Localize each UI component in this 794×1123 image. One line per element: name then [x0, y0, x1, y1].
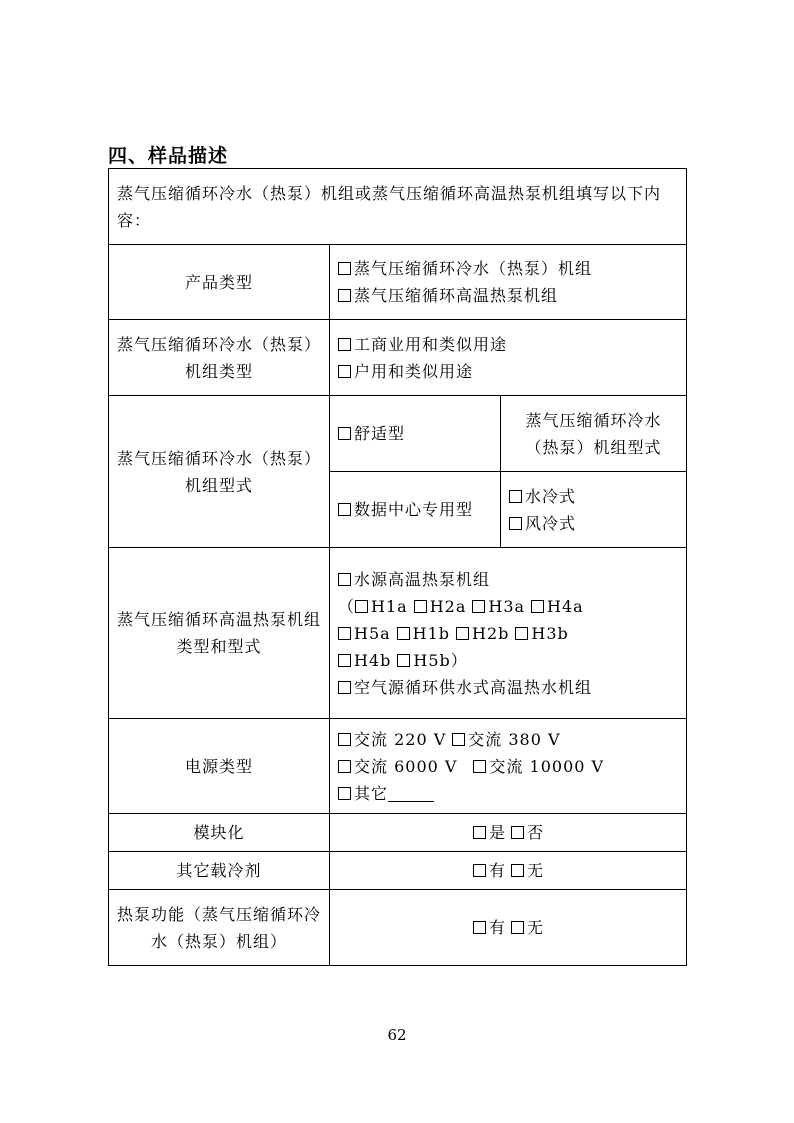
checkbox[interactable] — [473, 760, 486, 773]
modular-no[interactable]: 否 — [511, 823, 543, 842]
hightemp-row — [109, 548, 687, 719]
heatpump-no[interactable]: 无 — [511, 918, 543, 937]
code-option[interactable]: H4b — [338, 651, 391, 670]
hightemp-codes-row-1: （ H1a H2a H3a H4a — [338, 596, 584, 616]
power-option-10000[interactable]: 交流 10000 V — [473, 757, 604, 776]
chiller-category-option-commercial[interactable]: 工商业用和类似用途 — [338, 331, 678, 358]
power-other[interactable]: 其它 — [338, 780, 678, 807]
chiller-category-option-household[interactable]: 户用和类似用途 — [338, 358, 678, 385]
hightemp-water-source[interactable]: 水源高温热泵机组 — [338, 566, 678, 593]
checkbox[interactable] — [338, 733, 351, 746]
checkbox[interactable] — [473, 921, 486, 934]
checkbox[interactable] — [511, 826, 524, 839]
checkbox[interactable] — [473, 864, 486, 877]
checkbox[interactable] — [472, 600, 485, 613]
page-number: 62 — [387, 1026, 407, 1044]
power-row-1 — [338, 726, 678, 753]
power-option-220[interactable]: 交流 220 V — [338, 730, 446, 749]
checkbox[interactable] — [338, 262, 351, 275]
product-type-option-hightemp[interactable]: 蒸气压缩循环高温热泵机组 — [338, 282, 678, 309]
checkbox[interactable] — [338, 681, 351, 694]
chiller-form-option-comfort[interactable]: 舒适型 — [338, 420, 492, 447]
code-option[interactable]: H2b — [456, 624, 509, 643]
checkbox[interactable] — [338, 289, 351, 302]
checkbox[interactable] — [515, 627, 528, 640]
checkbox[interactable] — [511, 921, 524, 934]
checkbox[interactable] — [414, 600, 427, 613]
chiller-category-label: 蒸气压缩循环冷水（热泵）机组类型 — [109, 320, 330, 396]
other-secondary-label: 其它载冷剂 — [109, 852, 330, 890]
chiller-form-label: 蒸气压缩循环冷水（热泵）机组型式 — [109, 396, 330, 548]
checkbox[interactable] — [338, 627, 351, 640]
power-row — [109, 719, 687, 814]
checkbox[interactable] — [338, 503, 351, 516]
power-option-6000[interactable]: 交流 6000 V — [338, 757, 457, 776]
checkbox[interactable] — [338, 787, 351, 800]
other-blank-field[interactable] — [388, 785, 434, 802]
checkbox[interactable] — [338, 654, 351, 667]
modular-yes[interactable]: 是 — [473, 823, 505, 842]
product-type-option-chiller[interactable]: 蒸气压缩循环冷水（热泵）机组 — [338, 255, 678, 282]
checkbox[interactable] — [456, 627, 469, 640]
checkbox[interactable] — [473, 826, 486, 839]
code-option[interactable]: H4a — [531, 597, 584, 616]
cooling-option-air[interactable]: 风冷式 — [509, 510, 678, 537]
code-option[interactable]: H5b — [397, 651, 450, 670]
checkbox[interactable] — [452, 733, 465, 746]
chiller-form-header: 蒸气压缩循环冷水（热泵）机组型式 — [501, 396, 687, 472]
code-option[interactable]: H1b — [397, 624, 450, 643]
section-title: 四、样品描述 — [108, 145, 229, 167]
hightemp-label: 蒸气压缩循环高温热泵机组类型和型式 — [109, 548, 330, 719]
cooling-option-water[interactable]: 水冷式 — [509, 483, 678, 510]
sample-description-table — [108, 168, 687, 966]
checkbox[interactable] — [509, 490, 522, 503]
checkbox[interactable] — [397, 654, 410, 667]
power-row-2 — [338, 753, 678, 780]
chiller-form-row-1 — [109, 396, 687, 472]
code-option[interactable]: H3a — [472, 597, 525, 616]
checkbox[interactable] — [338, 573, 351, 586]
modular-label: 模块化 — [109, 814, 330, 852]
checkbox[interactable] — [355, 600, 368, 613]
hightemp-codes-row-3: H4b H5b） — [338, 647, 678, 674]
checkbox[interactable] — [531, 600, 544, 613]
other-secondary-yes[interactable]: 有 — [473, 861, 505, 880]
hightemp-air-source[interactable]: 空气源循环供水式高温热水机组 — [338, 674, 678, 701]
product-type-row — [109, 245, 687, 320]
code-option[interactable]: H1a — [355, 597, 408, 616]
checkbox[interactable] — [338, 760, 351, 773]
intro-row — [109, 169, 687, 245]
heatpump-label: 热泵功能（蒸气压缩循环冷水（热泵）机组） — [109, 890, 330, 966]
checkbox[interactable] — [509, 517, 522, 530]
code-option[interactable]: H5a — [338, 624, 391, 643]
checkbox[interactable] — [338, 427, 351, 440]
checkbox[interactable] — [338, 338, 351, 351]
code-option[interactable]: H3b — [515, 624, 568, 643]
heatpump-yes[interactable]: 有 — [473, 918, 505, 937]
intro-text: 蒸气压缩循环冷水（热泵）机组或蒸气压缩循环高温热泵机组填写以下内容： — [109, 169, 687, 245]
checkbox[interactable] — [511, 864, 524, 877]
product-type-label: 产品类型 — [109, 245, 330, 320]
other-secondary-row — [109, 852, 687, 890]
chiller-form-option-datacenter[interactable]: 数据中心专用型 — [338, 496, 492, 523]
heatpump-row — [109, 890, 687, 966]
chiller-category-row — [109, 320, 687, 396]
power-option-380[interactable]: 交流 380 V — [452, 730, 560, 749]
power-label: 电源类型 — [109, 719, 330, 814]
checkbox[interactable] — [338, 365, 351, 378]
checkbox[interactable] — [397, 627, 410, 640]
modular-row — [109, 814, 687, 852]
hightemp-codes-row-2 — [338, 620, 678, 647]
code-option[interactable]: H2a — [414, 597, 467, 616]
other-secondary-no[interactable]: 无 — [511, 861, 543, 880]
